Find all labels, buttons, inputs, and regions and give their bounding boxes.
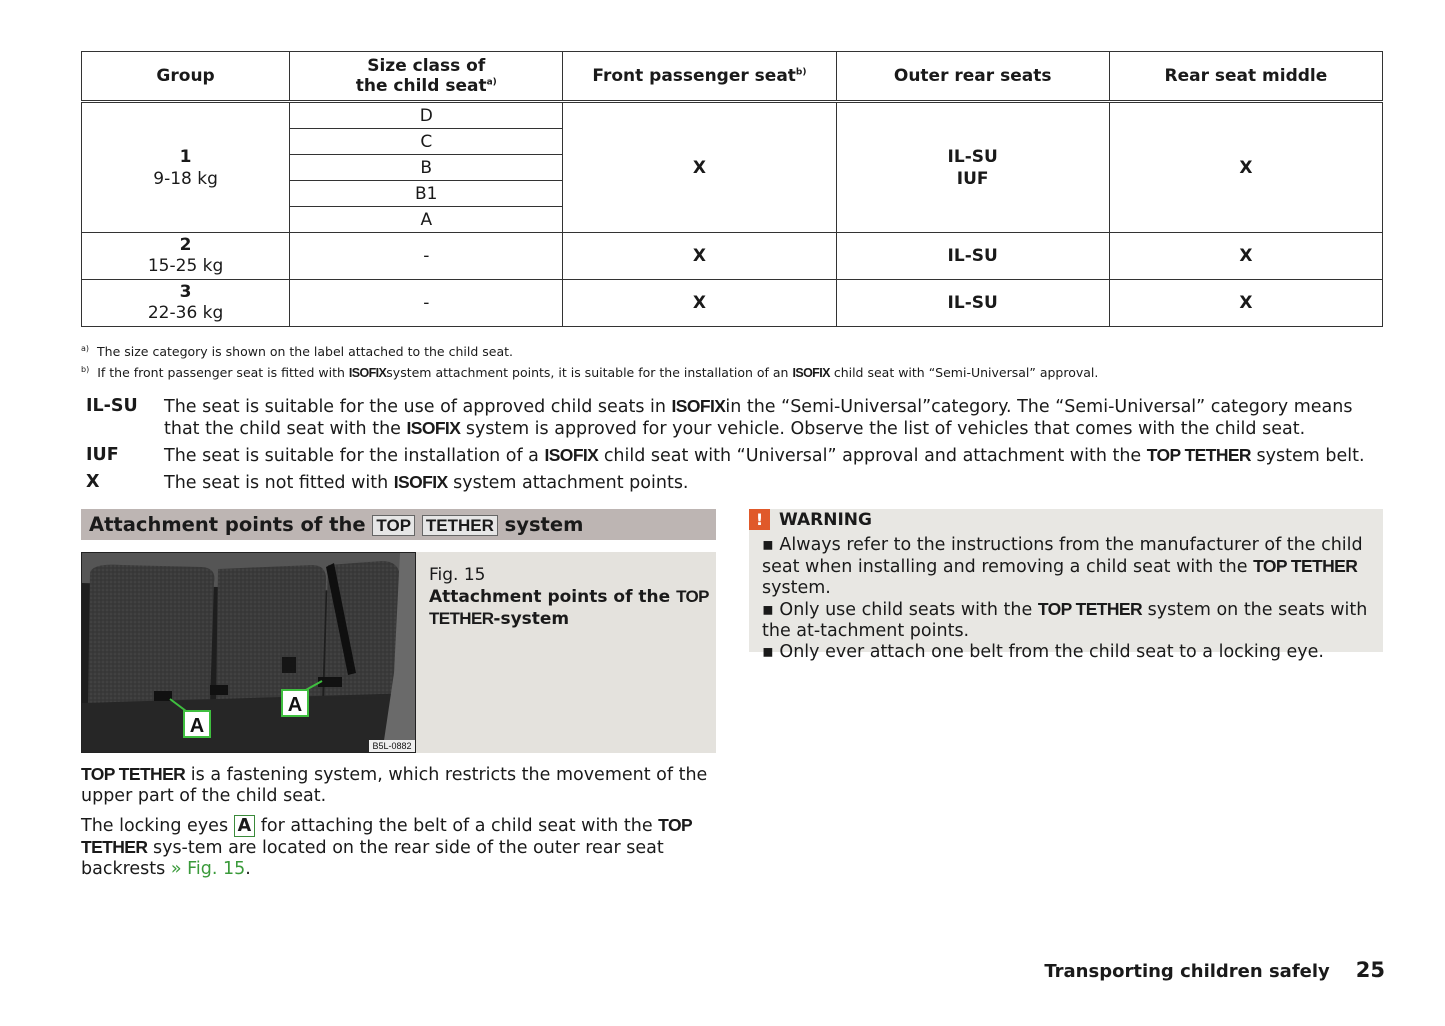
footnote-a: $^{a)}$ The size category is shown on the label attached to the child seat. [81,344,513,360]
definition-list [86,396,1386,499]
figure-caption [429,564,709,630]
table-row [82,280,1383,327]
size-cell: - [290,233,563,280]
child-seat-table [81,51,1383,327]
figure-title: Attachment points of the TOP TETHER-system [429,587,709,629]
outer-cell: IL-SU [836,233,1109,280]
warning-list [762,535,1372,663]
figure-code: B5L-0882 [372,741,412,751]
label-a-ref: A [234,815,256,837]
warning-item: ▪ Only use child seats with the TOP TETHER system on the seats with the at-tachment points. [762,599,1368,641]
rear-seat-illustration [82,553,416,753]
front-cell: X [563,102,836,233]
middle-cell: X [1109,280,1382,327]
size-cell: D [290,102,563,129]
warning-label: WARNING [779,510,872,530]
middle-cell: X [1109,233,1382,280]
definition-x: X The seat is not fitted with ISOFIX system attachment points. [86,472,689,493]
table-row [82,233,1383,280]
table-header-row [82,52,1383,102]
size-cell: B [290,155,563,181]
header-outer-rear: Outer rear seats [836,52,1109,102]
header-group: Group [82,52,290,102]
label-a: A [189,715,205,737]
group-cell: 1 9-18 kg [82,102,290,233]
group-cell: 2 15-25 kg [82,233,290,280]
paragraph-locking-eyes: The locking eyes A for attaching the belt of a child seat with the TOP TETHER sys-tem are located on the rear side of the outer rear seat backrests » Fig. 15. [81,815,692,879]
header-size-class: Size class of the child seat$^{a)}$ [290,52,563,102]
table-row [82,102,1383,129]
size-cell: C [290,129,563,155]
figure-number: Fig. 15 [429,565,486,585]
paragraph-top-tether: TOP TETHER is a fastening system, which restricts the movement of the upper part of the child seat. [81,764,708,806]
middle-cell: X [1109,102,1382,233]
section-heading: Attachment points of the TOP TETHER system [81,509,716,540]
rear-seat-photo [81,552,416,753]
size-cell: - [290,280,563,327]
warning-item: ▪ Only ever attach one belt from the child seat to a locking eye. [762,642,1324,662]
figure-link[interactable]: » Fig. 15 [170,859,246,879]
warning-icon: ! [749,509,770,530]
outer-cell: IL-SU [836,280,1109,327]
size-cell: A [290,207,563,233]
size-cell: B1 [290,181,563,207]
outer-cell: IL-SU IUF [836,102,1109,233]
footnote-b: $^{b)}$ If the front passenger seat is fitted with ISOFIXsystem attachment points, it is suitable for the installation of an ISOFIX child seat with “Semi-Universal” approval. [81,365,1099,381]
warning-item: ▪ Always refer to the instructions from the manufacturer of the child seat when installing and removing a child seat with the TOP TETHER system. [762,535,1363,598]
front-cell: X [563,280,836,327]
footer-section-title: Transporting children safely [1044,961,1330,982]
label-a: A [287,694,303,716]
header-rear-middle: Rear seat middle [1109,52,1382,102]
definition-ilsu: IL-SU The seat is suitable for the use of approved child seats in ISOFIXin the “Semi-Universal”category. The “Semi-Universal” category means that the child seat with the ISOFIX system is approved for your vehicle. Observe the list of vehicles that comes with the child seat. [86,396,1353,439]
definition-iuf: IUF The seat is suitable for the installation of a ISOFIX child seat with “Universal” approval and attachment with the TOP TETHER system belt. [86,445,1365,466]
page-footer [1044,958,1385,982]
page-number: 25 [1355,958,1385,982]
header-front-seat: Front passenger seat$^{b)}$ [563,52,836,102]
warning-box [749,509,1383,662]
table-footnotes [81,340,1098,382]
front-cell: X [563,233,836,280]
figure-panel [81,552,716,753]
group-cell: 3 22-36 kg [82,280,290,327]
